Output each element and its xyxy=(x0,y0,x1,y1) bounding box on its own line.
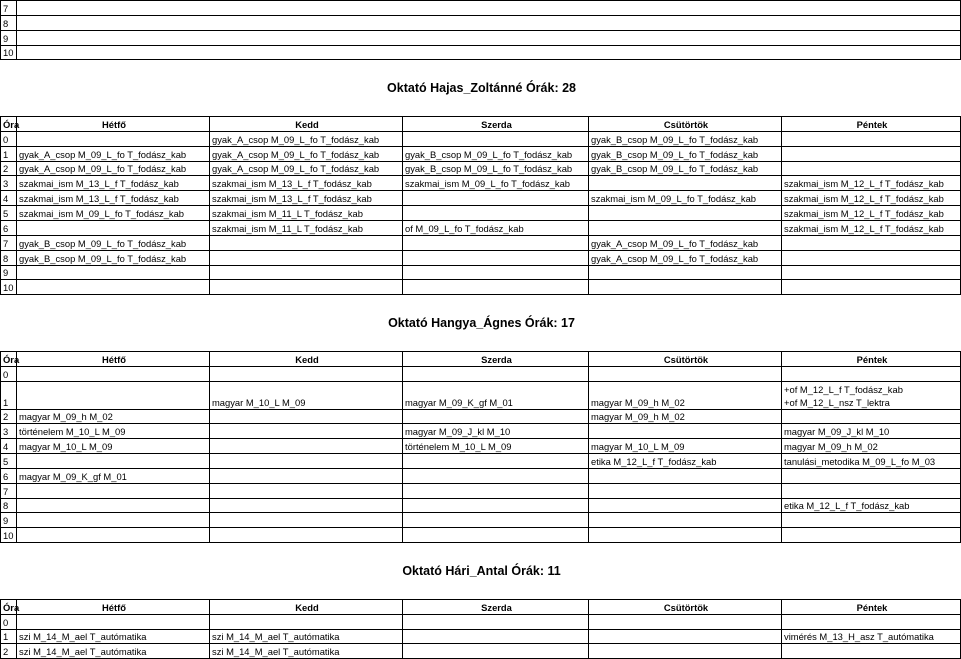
schedule-cell[interactable] xyxy=(589,220,782,235)
table-row xyxy=(1,280,961,295)
schedule-cell[interactable]: szi M_14_M_ael T_autómatika xyxy=(210,629,403,644)
row-number-cell[interactable]: 2 xyxy=(1,409,17,424)
schedule-cell[interactable]: gyak_B_csop M_09_L_fo T_fodász_kab xyxy=(17,250,210,265)
schedule-cell[interactable]: gyak_A_csop M_09_L_fo T_fodász_kab xyxy=(589,235,782,250)
schedule-cell[interactable] xyxy=(589,483,782,498)
schedule-cell[interactable]: szakmai_ism M_12_L_f T_fodász_kab xyxy=(782,220,961,235)
header-ora[interactable]: Óra xyxy=(1,117,17,132)
schedule-cell[interactable] xyxy=(210,528,403,543)
schedule-cell[interactable]: etika M_12_L_f T_fodász_kab xyxy=(782,498,961,513)
schedule-cell[interactable] xyxy=(17,528,210,543)
table-row xyxy=(1,439,961,454)
table-row xyxy=(1,366,961,381)
schedule-cell[interactable]: szakmai_ism M_11_L T_fodász_kab xyxy=(210,206,403,221)
schedule-cell[interactable] xyxy=(403,206,589,221)
schedule-cell[interactable]: gyak_B_csop M_09_L_fo T_fodász_kab xyxy=(589,146,782,161)
header-day[interactable]: Hétfő xyxy=(17,117,210,132)
sheet-row xyxy=(1,45,961,60)
schedule-cell[interactable]: szakmai_ism M_12_L_f T_fodász_kab xyxy=(782,176,961,191)
schedule-cell[interactable] xyxy=(403,250,589,265)
schedule-cell[interactable] xyxy=(782,161,961,176)
table-row xyxy=(1,191,961,206)
schedule-cell[interactable] xyxy=(403,235,589,250)
schedule-cell[interactable] xyxy=(17,498,210,513)
row-number-cell[interactable]: 1 xyxy=(1,381,17,409)
table-row xyxy=(1,206,961,221)
schedule-cell[interactable] xyxy=(782,131,961,146)
schedule-cell[interactable] xyxy=(782,409,961,424)
row-number-cell[interactable]: 3 xyxy=(1,424,17,439)
schedule-cell[interactable] xyxy=(782,513,961,528)
schedule-cell[interactable] xyxy=(782,366,961,381)
schedule-cell[interactable] xyxy=(403,644,589,659)
row-number-cell[interactable]: 7 xyxy=(1,483,17,498)
header-day[interactable]: Csütörtök xyxy=(589,351,782,366)
table-row xyxy=(1,409,961,424)
schedule-cell[interactable]: gyak_B_csop M_09_L_fo T_fodász_kab xyxy=(589,161,782,176)
schedule-cell[interactable]: szakmai_ism M_09_L_fo T_fodász_kab xyxy=(403,176,589,191)
row-number-cell[interactable]: 1 xyxy=(1,146,17,161)
row-number-cell[interactable]: 6 xyxy=(1,468,17,483)
empty-cell[interactable] xyxy=(1,60,961,74)
row-number-cell[interactable]: 1 xyxy=(1,629,17,644)
schedule-cell[interactable]: szakmai_ism M_12_L_f T_fodász_kab xyxy=(782,191,961,206)
schedule-cell[interactable]: magyar M_09_h M_02 xyxy=(782,439,961,454)
spacer-row xyxy=(1,543,961,557)
schedule-cell[interactable] xyxy=(210,468,403,483)
header-day[interactable]: Csütörtök xyxy=(589,117,782,132)
schedule-cell[interactable] xyxy=(589,614,782,629)
schedule-cell[interactable] xyxy=(782,644,961,659)
table-row xyxy=(1,528,961,543)
schedule-cell[interactable] xyxy=(403,498,589,513)
schedule-cell[interactable] xyxy=(403,454,589,469)
schedule-cell[interactable]: vimérés M_13_H_asz T_autómatika xyxy=(782,629,961,644)
schedule-cell[interactable] xyxy=(210,366,403,381)
empty-cell[interactable] xyxy=(1,337,961,351)
schedule-cell[interactable]: szakmai_ism M_12_L_f T_fodász_kab xyxy=(782,206,961,221)
schedule-cell[interactable]: magyar M_10_L M_09 xyxy=(589,439,782,454)
header-day[interactable]: Hétfő xyxy=(17,599,210,614)
schedule-cell[interactable] xyxy=(210,250,403,265)
table-row xyxy=(1,498,961,513)
schedule-cell[interactable] xyxy=(403,265,589,280)
schedule-cell[interactable] xyxy=(210,483,403,498)
schedule-cell[interactable]: gyak_A_csop M_09_L_fo T_fodász_kab xyxy=(210,131,403,146)
row-number-cell[interactable]: 10 xyxy=(1,528,17,543)
header-day[interactable]: Csütörtök xyxy=(589,599,782,614)
schedule-cell[interactable] xyxy=(782,483,961,498)
schedule-cell[interactable] xyxy=(210,265,403,280)
schedule-cell[interactable]: magyar M_09_K_gf M_01 xyxy=(403,381,589,409)
schedule-cell[interactable]: magyar M_09_h M_02 xyxy=(589,409,782,424)
empty-cell[interactable] xyxy=(1,585,961,599)
schedule-cell[interactable]: gyak_A_csop M_09_L_fo T_fodász_kab xyxy=(210,146,403,161)
schedule-cell[interactable] xyxy=(210,235,403,250)
row-number-cell[interactable]: 10 xyxy=(1,45,17,60)
schedule-cell[interactable]: magyar M_09_h M_02 xyxy=(589,381,782,409)
sheet-row xyxy=(1,15,961,30)
schedule-cell[interactable] xyxy=(403,131,589,146)
row-number-cell[interactable]: 9 xyxy=(1,513,17,528)
schedule-cell[interactable]: szakmai_ism M_13_L_f T_fodász_kab xyxy=(210,176,403,191)
schedule-cell[interactable] xyxy=(589,498,782,513)
header-day[interactable]: Szerda xyxy=(403,117,589,132)
empty-cell[interactable] xyxy=(1,543,961,557)
schedule-cell[interactable]: gyak_A_csop M_09_L_fo T_fodász_kab xyxy=(589,250,782,265)
empty-cell[interactable] xyxy=(1,295,961,309)
schedule-cell[interactable] xyxy=(17,513,210,528)
schedule-cell[interactable] xyxy=(17,265,210,280)
schedule-cell[interactable]: gyak_A_csop M_09_L_fo T_fodász_kab xyxy=(210,161,403,176)
header-ora[interactable]: Óra xyxy=(1,599,17,614)
row-number-cell[interactable]: 4 xyxy=(1,439,17,454)
schedule-cell[interactable] xyxy=(17,131,210,146)
schedule-cell[interactable] xyxy=(403,280,589,295)
schedule-cell[interactable] xyxy=(589,528,782,543)
schedule-cell[interactable] xyxy=(403,513,589,528)
row-number-cell[interactable]: 7 xyxy=(1,235,17,250)
table-row xyxy=(1,513,961,528)
section-title[interactable]: Oktató Hári_Antal Órák: 11 xyxy=(402,563,561,578)
schedule-cell[interactable] xyxy=(589,644,782,659)
schedule-cell[interactable] xyxy=(17,614,210,629)
schedule-cell[interactable]: gyak_B_csop M_09_L_fo T_fodász_kab xyxy=(403,161,589,176)
table-row xyxy=(1,644,961,659)
row-number-cell[interactable]: 2 xyxy=(1,644,17,659)
table-row xyxy=(1,250,961,265)
schedule-cell[interactable] xyxy=(403,366,589,381)
schedule-cell[interactable] xyxy=(782,265,961,280)
schedule-cell[interactable] xyxy=(210,498,403,513)
schedule-cell[interactable] xyxy=(782,614,961,629)
row-number-cell[interactable]: 0 xyxy=(1,614,17,629)
header-day[interactable]: Szerda xyxy=(403,599,589,614)
section-title-row xyxy=(1,74,961,102)
header-day[interactable]: Kedd xyxy=(210,117,403,132)
table-row xyxy=(1,381,961,409)
table-row xyxy=(1,424,961,439)
table-row xyxy=(1,454,961,469)
schedule-cell[interactable] xyxy=(589,366,782,381)
header-day[interactable]: Péntek xyxy=(782,351,961,366)
schedule-cell[interactable] xyxy=(403,409,589,424)
schedule-cell[interactable]: magyar M_10_L M_09 xyxy=(17,439,210,454)
schedule-cell[interactable]: szi M_14_M_ael T_autómatika xyxy=(210,644,403,659)
table-row xyxy=(1,146,961,161)
schedule-cell[interactable] xyxy=(782,381,961,409)
schedule-cell[interactable] xyxy=(17,454,210,469)
row-number-cell[interactable]: 8 xyxy=(1,250,17,265)
header-day[interactable]: Péntek xyxy=(782,117,961,132)
schedule-cell[interactable] xyxy=(403,629,589,644)
schedule-cell[interactable] xyxy=(17,366,210,381)
header-day[interactable]: Szerda xyxy=(403,351,589,366)
table-row xyxy=(1,161,961,176)
row-number-cell[interactable]: 4 xyxy=(1,191,17,206)
table-row xyxy=(1,131,961,146)
table-row xyxy=(1,265,961,280)
schedule-cell[interactable] xyxy=(782,250,961,265)
schedule-cell-line: +of M_12_L_nsz T_lektra xyxy=(784,396,890,408)
spacer-row xyxy=(1,102,961,116)
row-number-cell[interactable]: 6 xyxy=(1,220,17,235)
table-row xyxy=(1,629,961,644)
empty-cell[interactable] xyxy=(17,45,961,60)
schedule-cell[interactable] xyxy=(210,614,403,629)
row-number-cell[interactable]: 0 xyxy=(1,131,17,146)
header-ora[interactable]: Óra xyxy=(1,351,17,366)
schedule-cell[interactable] xyxy=(210,439,403,454)
schedule-cell[interactable] xyxy=(17,220,210,235)
schedule-cell[interactable] xyxy=(589,280,782,295)
schedule-cell[interactable]: gyak_B_csop M_09_L_fo T_fodász_kab xyxy=(403,146,589,161)
schedule-cell[interactable] xyxy=(17,483,210,498)
schedule-cell[interactable] xyxy=(782,528,961,543)
schedule-cell[interactable]: etika M_12_L_f T_fodász_kab xyxy=(589,454,782,469)
spacer-row xyxy=(1,585,961,599)
empty-cell[interactable] xyxy=(17,30,961,45)
table-row xyxy=(1,220,961,235)
schedule-cell[interactable] xyxy=(589,424,782,439)
row-number-cell[interactable]: 9 xyxy=(1,30,17,45)
sheet-row xyxy=(1,1,961,16)
schedule-cell[interactable]: magyar M_09_J_kl M_10 xyxy=(782,424,961,439)
schedule-cell[interactable] xyxy=(782,235,961,250)
row-number-cell[interactable]: 8 xyxy=(1,15,17,30)
schedule-cell[interactable]: szakmai_ism M_13_L_f T_fodász_kab xyxy=(210,191,403,206)
schedule-cell[interactable]: magyar M_10_L M_09 xyxy=(210,381,403,409)
schedule-cell[interactable]: szi M_14_M_ael T_autómatika xyxy=(17,629,210,644)
schedule-cell[interactable] xyxy=(782,146,961,161)
sheet-row xyxy=(1,30,961,45)
section-title[interactable]: Oktató Hangya_Ágnes Órák: 17 xyxy=(388,315,575,330)
row-number-cell[interactable]: 7 xyxy=(1,1,17,16)
schedule-cell[interactable] xyxy=(589,176,782,191)
schedule-cell[interactable] xyxy=(589,206,782,221)
schedule-cell[interactable] xyxy=(403,468,589,483)
schedule-cell[interactable] xyxy=(17,280,210,295)
row-number-cell[interactable]: 9 xyxy=(1,265,17,280)
schedule-cell[interactable]: szakmai_ism M_09_L_fo T_fodász_kab xyxy=(589,191,782,206)
schedule-cell[interactable]: magyar M_09_J_kl M_10 xyxy=(403,424,589,439)
table-row xyxy=(1,483,961,498)
header-day[interactable]: Kedd xyxy=(210,351,403,366)
schedule-cell[interactable]: tanulási_metodika M_09_L_fo M_03 xyxy=(782,454,961,469)
row-number-cell[interactable]: 0 xyxy=(1,366,17,381)
schedule-cell[interactable]: szakmai_ism M_09_L_fo T_fodász_kab xyxy=(17,206,210,221)
schedule-cell[interactable] xyxy=(403,528,589,543)
schedule-cell[interactable]: magyar M_09_h M_02 xyxy=(17,409,210,424)
header-day[interactable]: Péntek xyxy=(782,599,961,614)
header-day[interactable]: Kedd xyxy=(210,599,403,614)
schedule-cell[interactable] xyxy=(210,280,403,295)
schedule-cell[interactable] xyxy=(17,381,210,409)
spacer-row xyxy=(1,60,961,74)
schedule-cell[interactable] xyxy=(782,280,961,295)
schedule-cell[interactable]: szakmai_ism M_11_L T_fodász_kab xyxy=(210,220,403,235)
schedule-cell[interactable]: történelem M_10_L M_09 xyxy=(17,424,210,439)
schedule-cell[interactable] xyxy=(589,629,782,644)
schedule-cell[interactable] xyxy=(210,424,403,439)
schedule-cell[interactable] xyxy=(403,191,589,206)
schedule-cell[interactable]: gyak_A_csop M_09_L_fo T_fodász_kab xyxy=(17,161,210,176)
spacer-row xyxy=(1,337,961,351)
schedule-cell[interactable] xyxy=(210,454,403,469)
schedule-cell[interactable] xyxy=(210,513,403,528)
table-row xyxy=(1,468,961,483)
schedule-cell[interactable]: történelem M_10_L M_09 xyxy=(403,439,589,454)
schedule-cell[interactable]: szakmai_ism M_13_L_f T_fodász_kab xyxy=(17,176,210,191)
empty-cell[interactable] xyxy=(17,15,961,30)
row-number-cell[interactable]: 5 xyxy=(1,454,17,469)
schedule-cell[interactable] xyxy=(210,409,403,424)
header-row xyxy=(1,599,961,614)
section-title-row xyxy=(1,309,961,337)
schedule-cell-line: +of M_12_L_f T_fodász_kab xyxy=(784,383,903,395)
empty-cell[interactable] xyxy=(1,102,961,116)
schedule-cell[interactable] xyxy=(782,468,961,483)
header-row xyxy=(1,351,961,366)
schedule-cell[interactable]: szi M_14_M_ael T_autómatika xyxy=(17,644,210,659)
spacer-row xyxy=(1,295,961,309)
empty-cell[interactable] xyxy=(17,1,961,16)
schedule-cell[interactable] xyxy=(403,614,589,629)
table-row xyxy=(1,235,961,250)
schedule-cell[interactable] xyxy=(589,265,782,280)
schedule-cell[interactable]: szakmai_ism M_13_L_f T_fodász_kab xyxy=(17,191,210,206)
row-number-cell[interactable]: 2 xyxy=(1,161,17,176)
table-row xyxy=(1,176,961,191)
row-number-cell[interactable]: 10 xyxy=(1,280,17,295)
schedule-cell[interactable] xyxy=(403,483,589,498)
row-number-cell[interactable]: 5 xyxy=(1,206,17,221)
schedule-cell[interactable] xyxy=(589,513,782,528)
header-day[interactable]: Hétfő xyxy=(17,351,210,366)
section-title-row xyxy=(1,557,961,585)
schedule-cell[interactable]: gyak_A_csop M_09_L_fo T_fodász_kab xyxy=(17,146,210,161)
schedule-cell[interactable]: gyak_B_csop M_09_L_fo T_fodász_kab xyxy=(589,131,782,146)
row-number-cell[interactable]: 8 xyxy=(1,498,17,513)
table-row xyxy=(1,614,961,629)
header-row xyxy=(1,117,961,132)
row-number-cell[interactable]: 3 xyxy=(1,176,17,191)
schedule-cell[interactable]: of M_09_L_fo T_fodász_kab xyxy=(403,220,589,235)
schedule-cell[interactable] xyxy=(589,468,782,483)
schedule-cell[interactable]: magyar M_09_K_gf M_01 xyxy=(17,468,210,483)
section-title[interactable]: Oktató Hajas_Zoltánné Órák: 28 xyxy=(387,80,576,95)
schedule-cell[interactable]: gyak_B_csop M_09_L_fo T_fodász_kab xyxy=(17,235,210,250)
